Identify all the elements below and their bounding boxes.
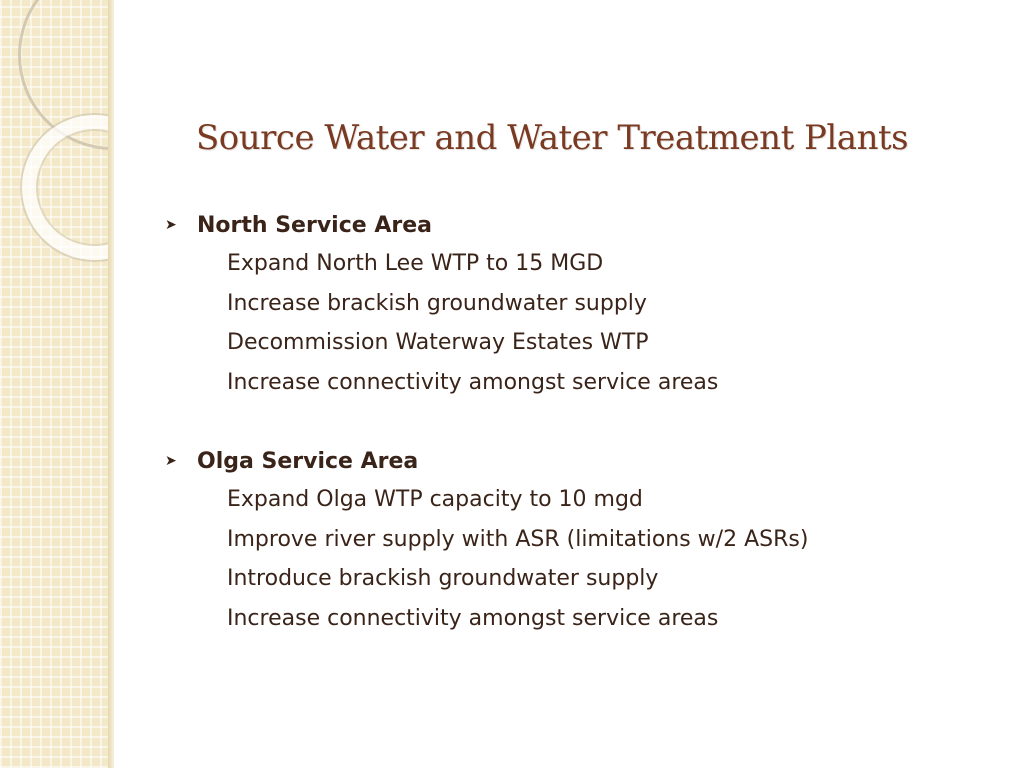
side-panel-edge bbox=[108, 0, 114, 768]
section-heading: Olga Service Area bbox=[197, 448, 419, 474]
list-item: Increase brackish groundwater supply bbox=[227, 290, 647, 316]
list-item: Expand Olga WTP capacity to 10 mgd bbox=[227, 487, 643, 512]
decorative-side-panel bbox=[0, 0, 112, 768]
list-item: Increase connectivity amongst service areas bbox=[227, 605, 719, 631]
list-item: Improve river supply with ASR (limitations w/2 ASRs) bbox=[227, 526, 809, 552]
list-item: Decommission Waterway Estates WTP bbox=[227, 330, 649, 355]
section-olga-service-area bbox=[165, 442, 995, 638]
arrowhead-bullet-icon: ➤ bbox=[165, 453, 177, 469]
list-item: Expand North Lee WTP to 15 MGD bbox=[227, 251, 604, 276]
decorative-ring-bottom bbox=[22, 115, 112, 260]
section-heading: North Service Area bbox=[197, 212, 432, 238]
section-item-list bbox=[165, 480, 995, 638]
section-north-service-area bbox=[165, 206, 995, 402]
section-heading-row bbox=[165, 442, 995, 480]
section-heading-row bbox=[165, 206, 995, 244]
list-item: Introduce brackish groundwater supply bbox=[227, 566, 659, 591]
slide-title: Source Water and Water Treatment Plants bbox=[196, 118, 909, 158]
section-item-list bbox=[165, 244, 995, 402]
list-item: Increase connectivity amongst service areas bbox=[227, 369, 719, 395]
slide-content bbox=[165, 206, 995, 678]
arrowhead-bullet-icon: ➤ bbox=[165, 217, 177, 233]
